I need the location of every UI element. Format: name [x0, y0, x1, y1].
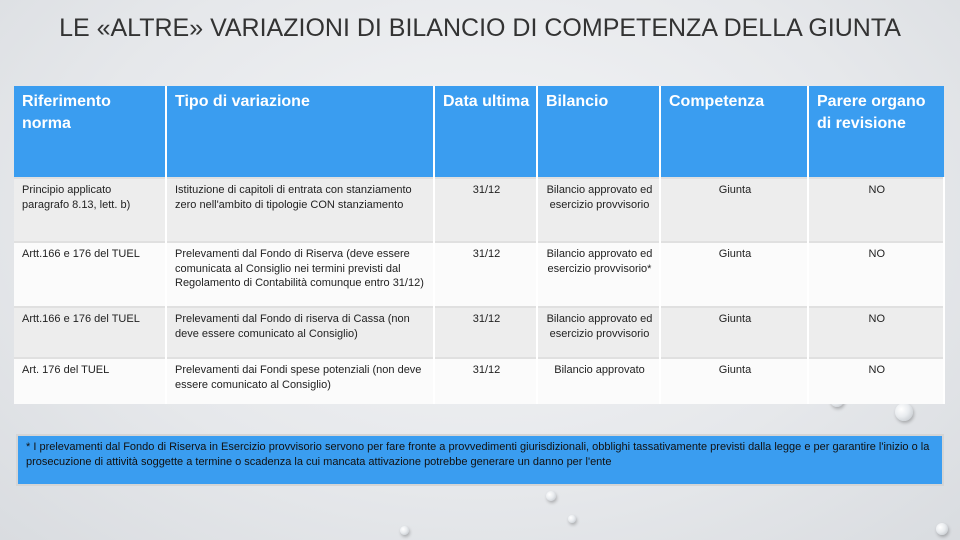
cell-parere: NO: [808, 242, 944, 307]
cell-data: 31/12: [434, 358, 537, 404]
cell-bilancio: Bilancio approvato ed esercizio provvisorio*: [537, 242, 660, 307]
variations-table: [14, 86, 945, 404]
water-drop-decoration: [546, 491, 556, 501]
cell-riferimento: Artt.166 e 176 del TUEL: [14, 242, 166, 307]
cell-parere: NO: [808, 307, 944, 358]
table-row: [14, 178, 944, 242]
cell-tipo: Prelevamenti dal Fondo di riserva di Cassa (non deve essere comunicato al Consiglio): [166, 307, 434, 358]
table-row: [14, 242, 944, 307]
cell-tipo: Prelevamenti dai Fondi spese potenziali (non deve essere comunicato al Consiglio): [166, 358, 434, 404]
water-drop-decoration: [936, 523, 948, 535]
cell-parere: NO: [808, 358, 944, 404]
cell-riferimento: Principio applicato paragrafo 8.13, lett. b): [14, 178, 166, 242]
table-row: [14, 358, 944, 404]
cell-bilancio: Bilancio approvato ed esercizio provvisorio: [537, 178, 660, 242]
cell-competenza: Giunta: [660, 358, 808, 404]
table-header-row: [14, 86, 944, 178]
cell-tipo: Prelevamenti dal Fondo di Riserva (deve essere comunicata al Consiglio nei termini previsti dal Regolamento di Contabilità comunque entro 31/12): [166, 242, 434, 307]
cell-competenza: Giunta: [660, 178, 808, 242]
water-drop-decoration: [895, 403, 913, 421]
footnote-text: * I prelevamenti dal Fondo di Riserva in Esercizio provvisorio servono per fare fronte a provvedimenti giurisdizionali, obblighi tassativamente previsti dalla legge e per garantire l'inizio o la prosecuzione di attività soggette a termine o scadenza la cui mancata attivazione potrebbe generare un danno per l'ente: [26, 440, 934, 469]
header-bilancio: Bilancio: [537, 86, 660, 178]
title: LE «ALTRE» VARIAZIONI DI BILANCIO DI COMPETENZA DELLA GIUNTA: [59, 14, 901, 42]
cell-competenza: Giunta: [660, 242, 808, 307]
cell-tipo: Istituzione di capitoli di entrata con stanziamento zero nell'ambito di tipologie CON stanziamento: [166, 178, 434, 242]
header-tipo-variazione: Tipo di variazione: [166, 86, 434, 178]
cell-riferimento: Artt.166 e 176 del TUEL: [14, 307, 166, 358]
cell-bilancio: Bilancio approvato: [537, 358, 660, 404]
header-data-ultima: Data ultima: [434, 86, 537, 178]
footnote-box: [16, 434, 944, 486]
header-parere-revisione: Parere organo di revisione: [808, 86, 944, 178]
header-competenza: Competenza: [660, 86, 808, 178]
water-drop-decoration: [568, 515, 576, 523]
cell-data: 31/12: [434, 178, 537, 242]
cell-data: 31/12: [434, 242, 537, 307]
cell-bilancio: Bilancio approvato ed esercizio provvisorio: [537, 307, 660, 358]
cell-parere: NO: [808, 178, 944, 242]
cell-data: 31/12: [434, 307, 537, 358]
cell-riferimento: Art. 176 del TUEL: [14, 358, 166, 404]
cell-competenza: Giunta: [660, 307, 808, 358]
table-row: [14, 307, 944, 358]
header-riferimento-norma: Riferimento norma: [14, 86, 166, 178]
water-drop-decoration: [400, 526, 409, 535]
